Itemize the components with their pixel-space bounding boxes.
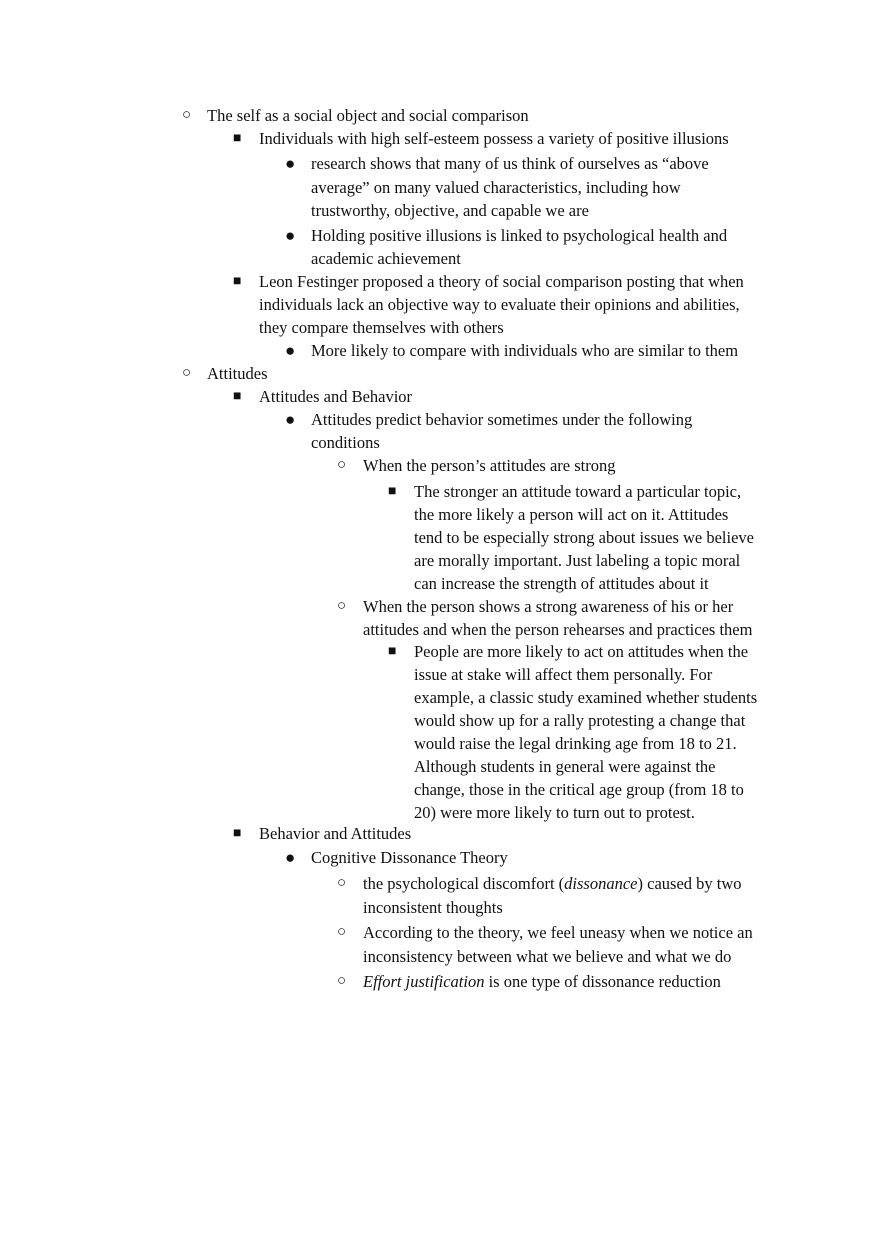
text-line: When the person shows a strong awareness of his or her xyxy=(363,597,734,616)
text-line: research shows that many of us think of ourselves as “above xyxy=(311,154,709,173)
disc-bullet-icon: ● xyxy=(285,410,296,429)
outline-item xyxy=(233,822,411,845)
text-line: issue at stake will affect them personally. For xyxy=(414,665,713,684)
text-line: tend to be especially strong about issues we believe xyxy=(414,528,754,547)
square-bullet-icon: ■ xyxy=(388,484,397,499)
outline-item xyxy=(337,595,752,641)
square-bullet-icon: ■ xyxy=(233,274,242,289)
item-text xyxy=(363,921,753,969)
item-text xyxy=(259,270,744,339)
outline-item xyxy=(285,224,727,270)
square-bullet-icon: ■ xyxy=(233,131,242,146)
outline-item xyxy=(337,872,742,920)
text-line: People are more likely to act on attitudes when the xyxy=(414,642,749,661)
circle-bullet-icon: ○ xyxy=(337,924,347,940)
disc-bullet-icon: ● xyxy=(285,154,296,173)
text-line: attitudes and when the person rehearses and practices them xyxy=(363,620,753,639)
text-line: Attitudes and Behavior xyxy=(259,387,413,406)
italic-term: dissonance xyxy=(564,874,638,893)
circle-bullet-icon: ○ xyxy=(337,598,347,614)
outline-item xyxy=(285,339,738,362)
item-text xyxy=(311,339,738,362)
text-line: example, a classic study examined whether students xyxy=(414,688,758,707)
circle-bullet-icon: ○ xyxy=(182,365,192,381)
disc-bullet-icon: ● xyxy=(285,848,296,867)
item-text xyxy=(311,408,692,454)
circle-bullet-icon: ○ xyxy=(337,875,347,891)
text-line: The stronger an attitude toward a particular topic, xyxy=(414,482,742,501)
item-text xyxy=(363,454,615,477)
outline-item xyxy=(388,640,757,824)
outline-item xyxy=(337,454,615,477)
text-line: would raise the legal drinking age from 18 to 21. xyxy=(414,734,737,753)
text-line: More likely to compare with individuals who are similar to them xyxy=(311,341,739,360)
circle-bullet-icon: ○ xyxy=(182,107,192,123)
text-line: conditions xyxy=(311,433,380,452)
outline-item xyxy=(285,846,508,869)
item-text xyxy=(311,846,508,869)
outline-item xyxy=(233,385,412,408)
outline-item xyxy=(285,408,692,454)
text-line: Attitudes xyxy=(207,364,268,383)
text-line: Although students in general were against the xyxy=(414,757,716,776)
item-text xyxy=(363,595,752,641)
item-text xyxy=(259,385,412,408)
circle-bullet-icon: ○ xyxy=(337,457,347,473)
item-text xyxy=(363,872,742,920)
outline-item xyxy=(285,152,709,223)
text-line: When the person’s attitudes are strong xyxy=(363,456,616,475)
item-text xyxy=(259,127,729,150)
outline-item xyxy=(233,270,744,339)
text-line: Individuals with high self-esteem possess a variety of positive illusions xyxy=(259,129,729,148)
italic-term: Effort justification xyxy=(363,972,485,991)
text-line: Holding positive illusions is linked to psychological health and xyxy=(311,226,728,245)
text-line: According to the theory, we feel uneasy when we notice an xyxy=(363,923,753,942)
disc-bullet-icon: ● xyxy=(285,341,296,360)
text-line: Leon Festinger proposed a theory of social comparison posting that when xyxy=(259,272,744,291)
item-text xyxy=(311,152,709,223)
text-line: Behavior and Attitudes xyxy=(259,824,412,843)
text-line: the more likely a person will act on it. Attitudes xyxy=(414,505,729,524)
text-line: can increase the strength of attitudes about it xyxy=(414,574,709,593)
outline-item xyxy=(337,921,753,969)
text-line: inconsistent thoughts xyxy=(363,898,503,917)
text-line: Cognitive Dissonance Theory xyxy=(311,848,508,867)
text-line: change, those in the critical age group (from 18 to xyxy=(414,780,744,799)
text-line: Effort justification is one type of dissonance reduction xyxy=(363,972,721,991)
text-line: are morally important. Just labeling a topic moral xyxy=(414,551,741,570)
text-line: individuals lack an objective way to evaluate their opinions and abilities, xyxy=(259,295,740,314)
text-line: would show up for a rally protesting a change that xyxy=(414,711,746,730)
outline-item xyxy=(233,127,729,150)
item-text xyxy=(363,970,721,993)
text-line: Attitudes predict behavior sometimes under the following xyxy=(311,410,693,429)
item-text xyxy=(207,104,529,127)
text-line: average” on many valued characteristics, including how xyxy=(311,177,681,197)
outline-item xyxy=(182,362,268,385)
item-text xyxy=(207,362,268,385)
square-bullet-icon: ■ xyxy=(388,644,397,659)
circle-bullet-icon: ○ xyxy=(337,973,347,989)
item-text xyxy=(311,224,727,270)
text-line: they compare themselves with others xyxy=(259,318,504,337)
text-line: The self as a social object and social comparison xyxy=(207,106,529,125)
disc-bullet-icon: ● xyxy=(285,226,296,245)
text-line: academic achievement xyxy=(311,249,461,268)
text-line: trustworthy, objective, and capable we are xyxy=(311,201,589,220)
outline-item xyxy=(182,104,529,127)
item-text xyxy=(259,822,411,845)
text-line: 20) were more likely to turn out to protest. xyxy=(414,803,695,822)
item-text xyxy=(414,640,757,824)
text-line: the psychological discomfort (dissonance) caused by two xyxy=(363,874,742,893)
square-bullet-icon: ■ xyxy=(233,826,242,841)
item-text xyxy=(414,480,754,595)
text-line: inconsistency between what we believe and what we do xyxy=(363,947,732,966)
outline-item xyxy=(388,480,754,595)
outline-item xyxy=(337,970,721,993)
square-bullet-icon: ■ xyxy=(233,389,242,404)
